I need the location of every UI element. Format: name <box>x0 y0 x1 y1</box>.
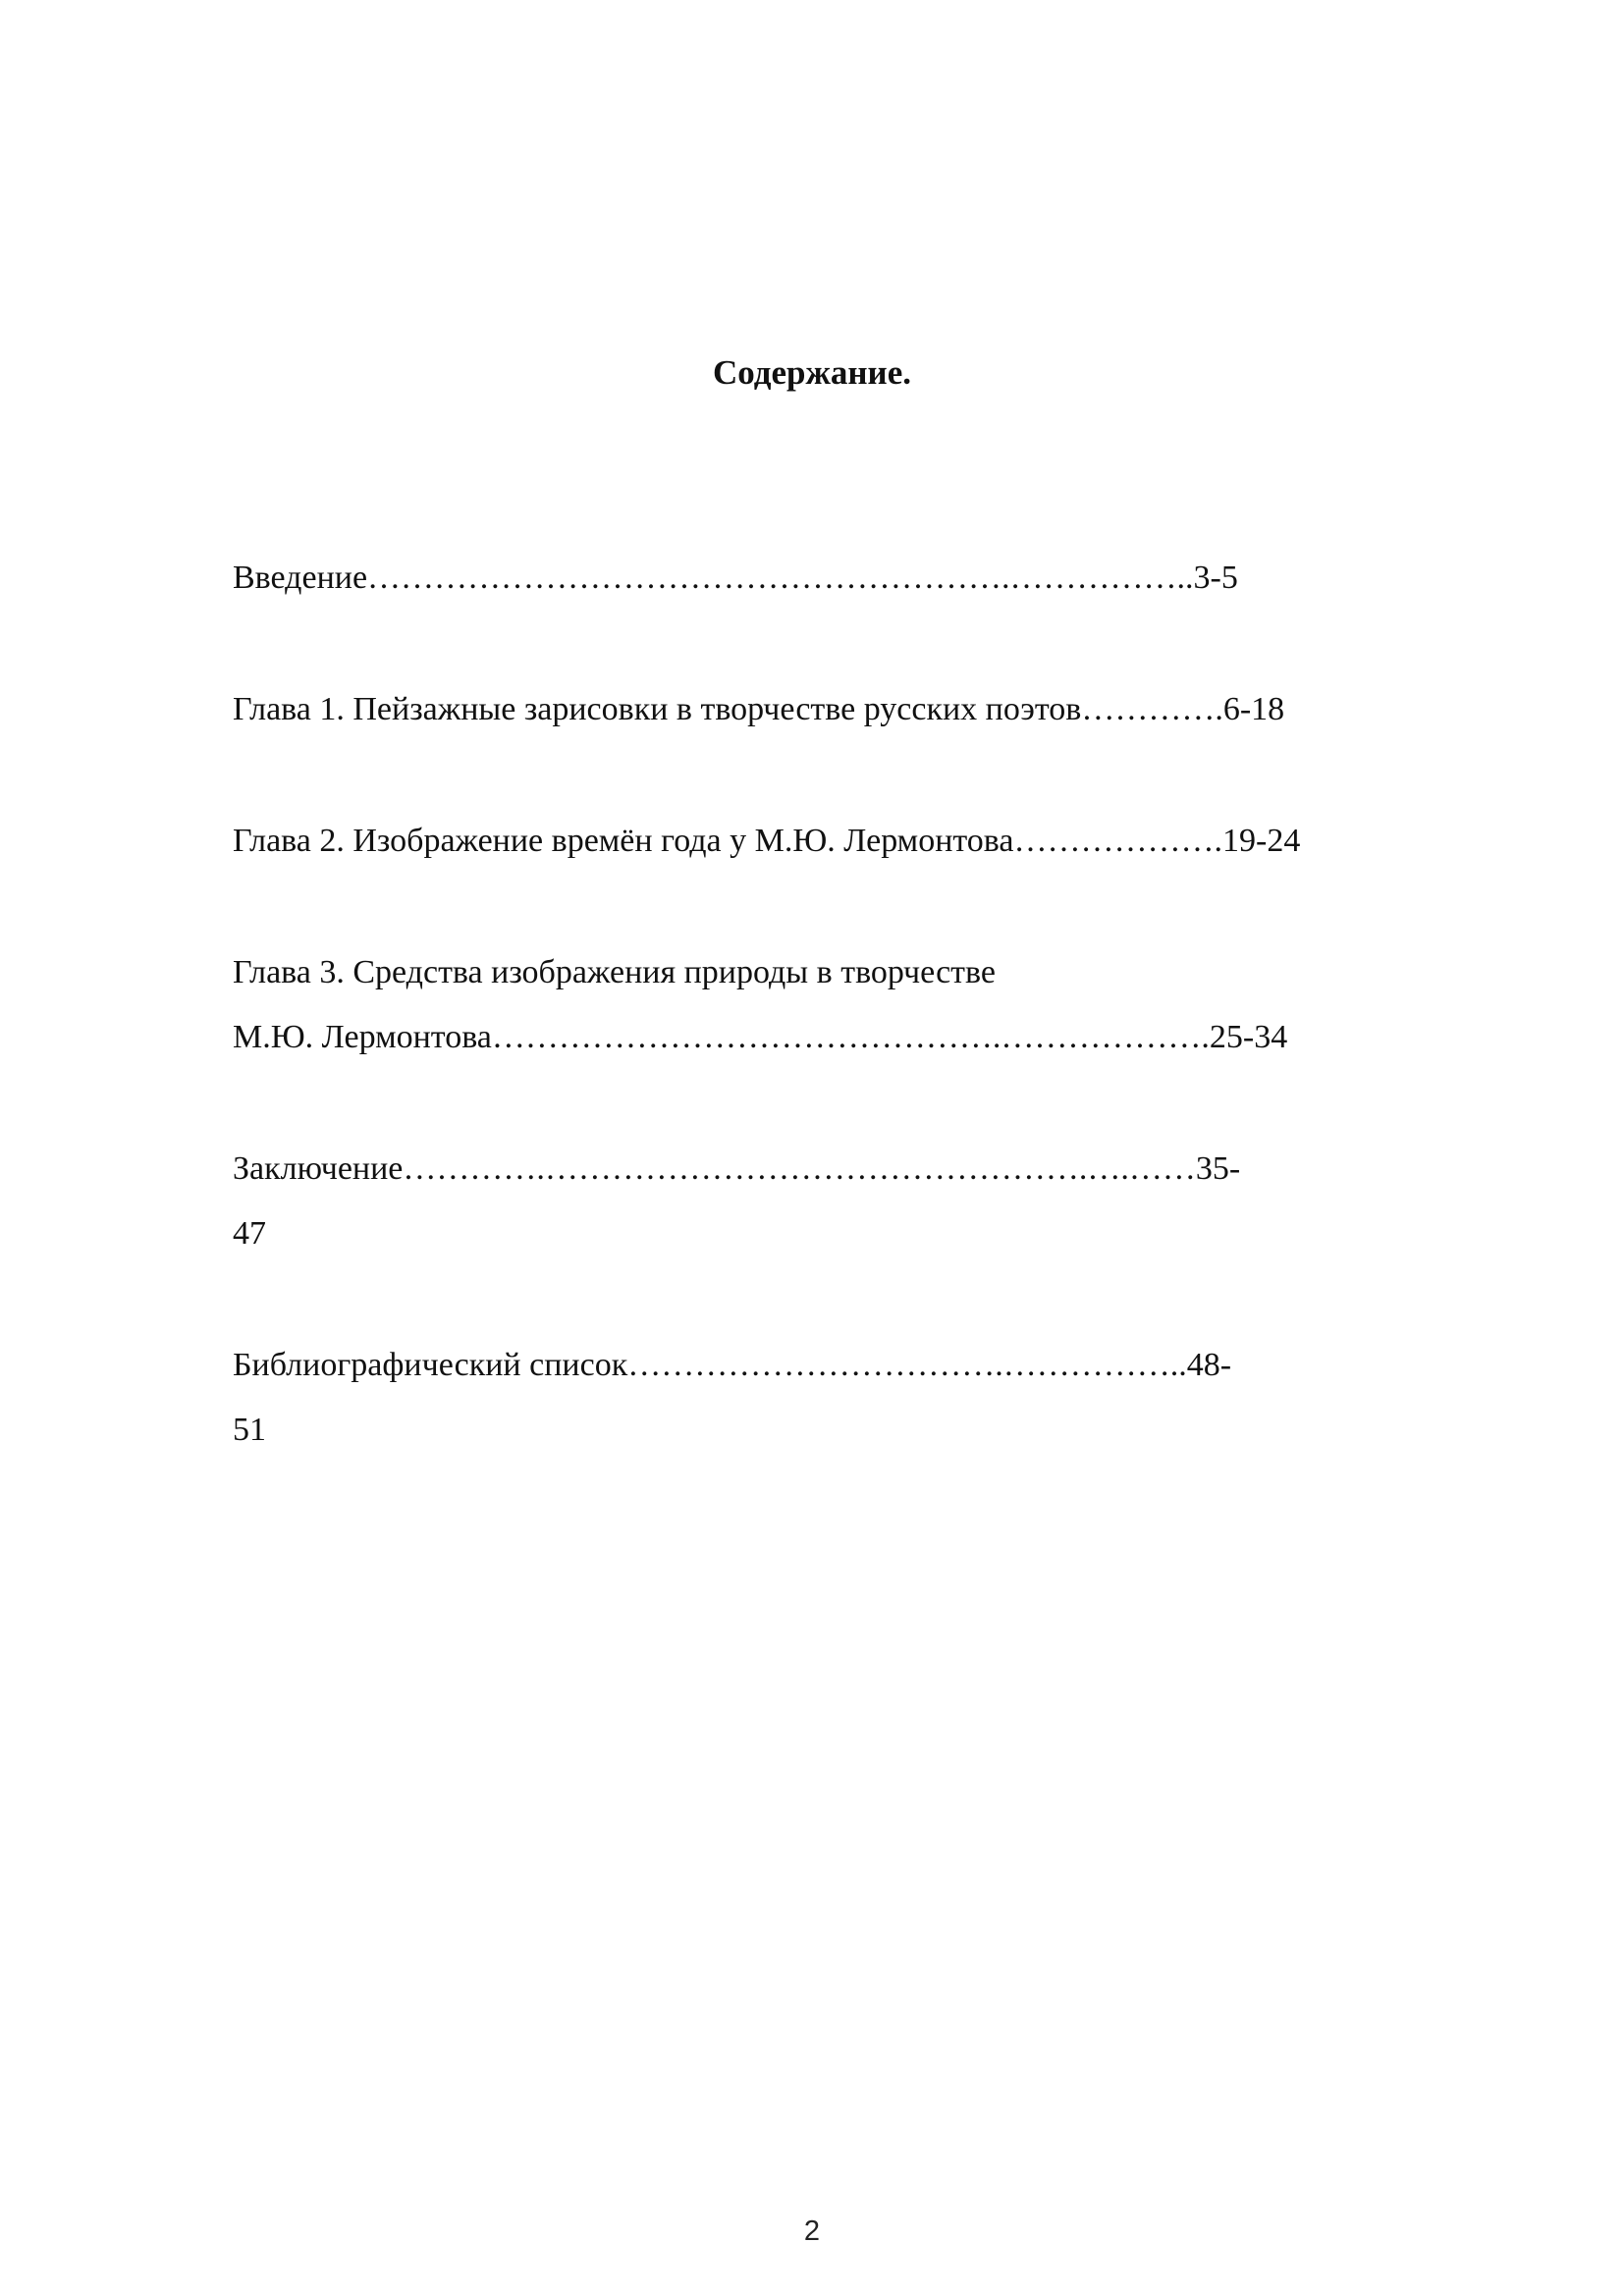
toc-spacer <box>233 1266 1489 1333</box>
toc-entry-line: 47 <box>233 1215 266 1252</box>
toc-entry-line: 51 <box>233 1412 266 1448</box>
toc-entry-line: Заключение………….………………………………………….….……35- <box>233 1150 1241 1187</box>
toc-entry-line: Глава 1. Пейзажные зарисовки в творчестве русских поэтов………….6-18 <box>233 691 1285 727</box>
toc-spacer <box>233 1070 1489 1137</box>
table-of-contents <box>233 546 1489 1463</box>
toc-spacer <box>233 742 1489 809</box>
toc-entry-line: Введение………………………………………………….……………..3-5 <box>233 560 1238 596</box>
toc-entry-bibliography <box>233 1333 1489 1463</box>
page-title: Содержание. <box>713 353 911 392</box>
toc-entry-line: М.Ю. Лермонтова……………………………………….……………….25-34 <box>233 1019 1288 1055</box>
toc-entry-line: Библиографический список…………………………….……………..48- <box>233 1347 1232 1383</box>
toc-entry-chapter-2 <box>233 809 1489 874</box>
page-number: 2 <box>803 2216 821 2247</box>
toc-entry-introduction <box>233 546 1489 611</box>
toc-entry-chapter-1 <box>233 677 1489 742</box>
toc-entry-line: Глава 3. Средства изображения природы в творчестве <box>233 954 996 990</box>
toc-entry-line: Глава 2. Изображение времён года у М.Ю. Лермонтова……………….19-24 <box>233 823 1301 859</box>
toc-spacer <box>233 611 1489 677</box>
toc-spacer <box>233 874 1489 940</box>
toc-entry-chapter-3 <box>233 940 1489 1070</box>
toc-entry-conclusion <box>233 1137 1489 1266</box>
